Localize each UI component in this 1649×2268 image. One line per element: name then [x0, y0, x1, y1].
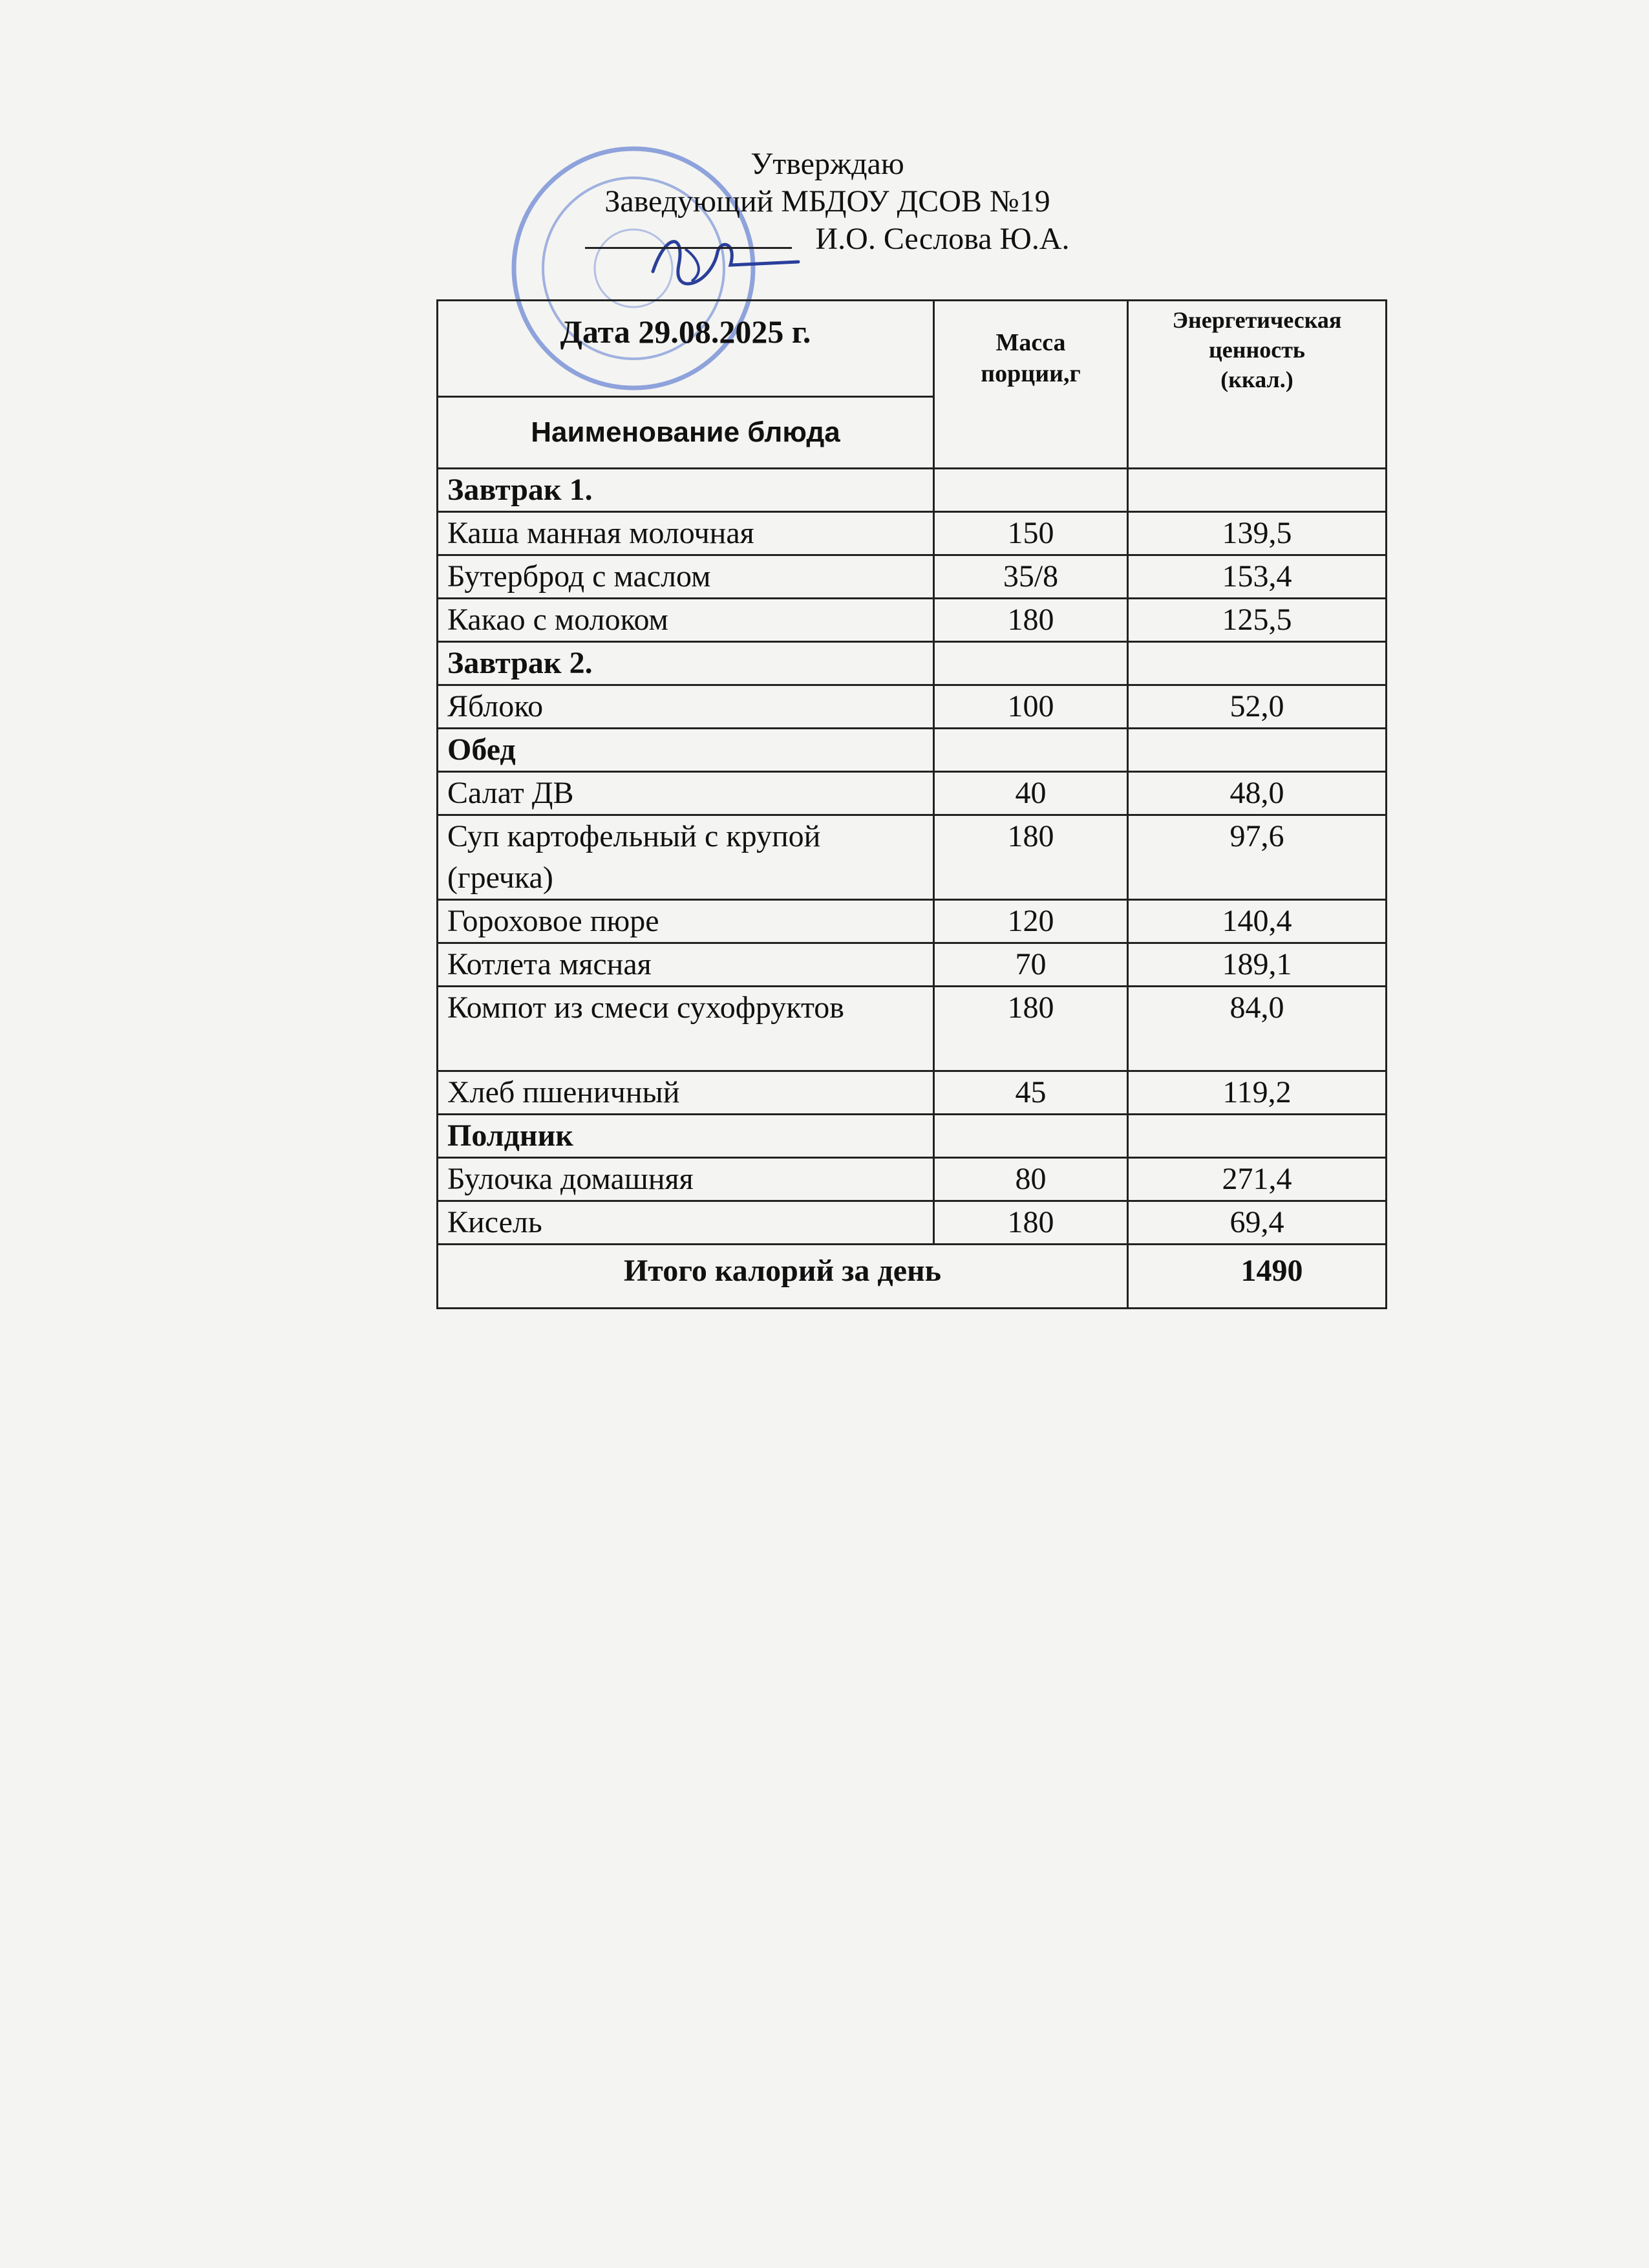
signature-line [585, 221, 792, 249]
mass-cell [934, 1115, 1128, 1158]
energy-header-unit: (ккал.) [1220, 367, 1293, 392]
mass-header: Масса порции,г [934, 301, 1128, 469]
energy-cell [1128, 729, 1387, 772]
header-row [438, 301, 1387, 397]
mass-cell [934, 729, 1128, 772]
energy-header [1128, 301, 1387, 469]
dish-name-cell: Салат ДВ [438, 772, 934, 815]
dish-name-cell: Полдник [438, 1115, 934, 1158]
mass-cell: 150 [934, 512, 1128, 555]
total-value: 1490 [1128, 1245, 1387, 1309]
dish-name-cell: Гороховое пюре [438, 900, 934, 943]
dish-name-cell: Хлеб пшеничный [438, 1071, 934, 1115]
dish-name-cell: Суп картофельный с крупой (гречка) [438, 815, 934, 900]
approval-block [491, 145, 1164, 258]
section-row [438, 729, 1387, 772]
energy-cell: 271,4 [1128, 1158, 1387, 1201]
dish-name-cell: Завтрак 2. [438, 642, 934, 685]
dish-name-cell: Какао с молоком [438, 599, 934, 642]
table-row [438, 987, 1387, 1071]
energy-cell [1128, 1115, 1387, 1158]
energy-cell: 119,2 [1128, 1071, 1387, 1115]
dish-name-cell: Яблоко [438, 685, 934, 729]
energy-cell: 153,4 [1128, 555, 1387, 599]
energy-cell: 139,5 [1128, 512, 1387, 555]
energy-cell: 97,6 [1128, 815, 1387, 900]
dish-name-cell: Булочка домашняя [438, 1158, 934, 1201]
energy-header-label: Энергетическая ценность [1172, 307, 1342, 363]
mass-cell: 180 [934, 815, 1128, 900]
table-row [438, 1071, 1387, 1115]
mass-cell: 180 [934, 1201, 1128, 1245]
signer-line [491, 220, 1164, 258]
section-row [438, 1115, 1387, 1158]
mass-cell [934, 469, 1128, 512]
dish-name-cell: Завтрак 1. [438, 469, 934, 512]
energy-cell: 48,0 [1128, 772, 1387, 815]
table-row [438, 599, 1387, 642]
mass-cell [934, 642, 1128, 685]
table-row [438, 512, 1387, 555]
table-row [438, 900, 1387, 943]
approve-text: Утверждаю [750, 147, 904, 181]
signer-name: И.О. Сеслова Ю.А. [815, 222, 1070, 256]
position-text: Заведующий МБДОУ ДСОВ №19 [604, 184, 1050, 219]
total-row [438, 1245, 1387, 1309]
energy-cell: 52,0 [1128, 685, 1387, 729]
total-label: Итого калорий за день [438, 1245, 1128, 1309]
menu-table-body [438, 301, 1387, 1309]
section-row [438, 469, 1387, 512]
dish-name-cell: Обед [438, 729, 934, 772]
section-row [438, 642, 1387, 685]
table-row [438, 943, 1387, 987]
dish-name-cell: Котлета мясная [438, 943, 934, 987]
table-row [438, 1158, 1387, 1201]
dish-name-cell: Бутерброд с маслом [438, 555, 934, 599]
table-row [438, 685, 1387, 729]
mass-cell: 80 [934, 1158, 1128, 1201]
energy-cell [1128, 642, 1387, 685]
dish-name-header: Наименование блюда [438, 397, 934, 469]
date-cell: Дата 29.08.2025 г. [438, 301, 934, 397]
mass-cell: 40 [934, 772, 1128, 815]
table-row [438, 772, 1387, 815]
menu-table [436, 299, 1387, 1309]
table-row [438, 815, 1387, 900]
energy-cell [1128, 469, 1387, 512]
energy-cell: 69,4 [1128, 1201, 1387, 1245]
mass-cell: 45 [934, 1071, 1128, 1115]
mass-cell: 70 [934, 943, 1128, 987]
energy-cell: 84,0 [1128, 987, 1387, 1071]
mass-cell: 180 [934, 987, 1128, 1071]
energy-cell: 125,5 [1128, 599, 1387, 642]
dish-name-cell: Кисель [438, 1201, 934, 1245]
mass-cell: 100 [934, 685, 1128, 729]
energy-cell: 189,1 [1128, 943, 1387, 987]
table-row [438, 555, 1387, 599]
energy-cell: 140,4 [1128, 900, 1387, 943]
dish-name-cell: Компот из смеси сухофруктов [438, 987, 934, 1071]
mass-cell: 120 [934, 900, 1128, 943]
mass-cell: 35/8 [934, 555, 1128, 599]
table-row [438, 1201, 1387, 1245]
mass-cell: 180 [934, 599, 1128, 642]
dish-name-cell: Каша манная молочная [438, 512, 934, 555]
